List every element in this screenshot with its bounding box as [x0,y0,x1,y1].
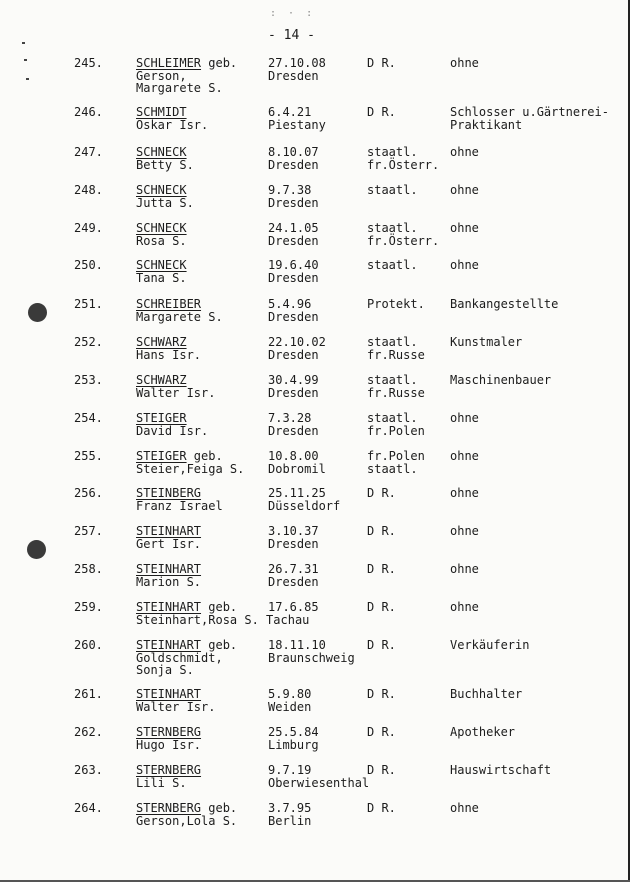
entry-given-name: Lili S. [136,775,187,790]
entry-occupation: Bankangestellte [450,297,559,311]
entry-name-line [136,525,201,537]
entry-birth-date: 9.7.38 [268,183,312,197]
entry-status: fr.Russe [367,347,425,362]
ink-speck [24,59,27,61]
entry-occupation: ohne [450,486,479,500]
entry-number: 253. [74,373,103,387]
entry-birth-date: 27.10.08 [268,56,326,70]
entry-birth-place: Dresden [268,233,319,248]
entry-surname: STERNBERG [136,725,202,739]
entry-status: fr.Polen [367,423,425,438]
entry-birth-place: Piestany [268,117,326,132]
entry-given-name: Tana S. [136,270,187,285]
entry-name-line [136,336,187,348]
entry-occupation: ohne [450,562,479,576]
entry-surname: SCHWARZ [136,335,187,349]
page-number: - 14 - [268,28,315,43]
entry-number: 263. [74,763,103,777]
entry-status: staatl. [367,411,418,425]
entry-birth-date: 8.10.07 [268,145,319,159]
entry-given-name: Goldschmidt, [136,650,223,665]
entry-given-name: Sonja S. [136,663,194,677]
entry-status: fr.Polen [367,449,425,463]
entry-status: staatl. [367,145,418,159]
entry-occupation: Praktikant [450,117,523,132]
entry-given-name: Walter Isr. [136,699,216,714]
entry-status: D R. [367,56,396,70]
entry-birth-place: Weiden [268,699,312,714]
entry-occupation: Schlosser u.Gärtnerei- [450,105,609,119]
entry-name-suffix: geb. [201,638,238,652]
entry-number: 257. [74,524,103,538]
entry-number: 258. [74,562,103,576]
entry-name-line [136,802,237,814]
entry-status: staatl. [367,461,418,476]
entry-given-name: Margarete S. [136,309,223,324]
entry-surname: STEINHART [136,638,202,652]
entry-birth-date: 5.9.80 [268,687,312,701]
entry-birth-place: Dresden [268,309,319,324]
entry-given-name: Hugo Isr. [136,737,202,752]
entry-given-name: Franz Israel [136,498,223,513]
entry-given-name: Gerson,Lola S. [136,813,238,828]
entry-surname: SCHMIDT [136,105,187,119]
entry-status: staatl. [367,335,418,349]
entry-status: D R. [367,801,396,815]
punch-hole [28,303,47,322]
entry-birth-place: Braunschweig [268,650,355,665]
entry-birth-date: 5.4.96 [268,297,312,311]
entry-given-name: Walter Isr. [136,385,216,400]
entry-birth-date: 6.4.21 [268,105,312,119]
entry-birth-place: Düsseldorf [268,498,341,513]
entry-birth-place: Dresden [268,195,319,210]
entry-status: fr.Russe [367,385,425,400]
entry-status: D R. [367,687,396,701]
entry-birth-place: Dresden [268,270,319,285]
entry-name-line [136,222,187,234]
entry-birth-place: Dresden [268,536,319,551]
entry-surname: STEINHART [136,600,202,614]
entry-given-name: Jutta S. [136,195,194,210]
entry-name-line [136,726,201,738]
entry-birth-date: 22.10.02 [268,335,326,349]
entry-name-suffix: geb. [201,801,238,815]
entry-name-line [136,146,187,158]
entry-birth-date: 3.7.95 [268,801,312,815]
entry-occupation: Hauswirtschaft [450,763,552,777]
entry-status: D R. [367,562,396,576]
entry-status: D R. [367,524,396,538]
entry-number: 245. [74,56,103,70]
entry-occupation: Kunstmaler [450,335,523,349]
entry-given-name: Hans Isr. [136,347,202,362]
entry-birth-place: Dresden [268,68,319,83]
entry-number: 259. [74,600,103,614]
entry-birth-place: Dresden [268,347,319,362]
entry-given-name: Margarete S. [136,81,223,95]
entry-given-name: Betty S. [136,157,194,172]
entry-occupation: Buchhalter [450,687,523,701]
entry-number: 261. [74,687,103,701]
entry-occupation: ohne [450,801,479,815]
entry-occupation: Maschinenbauer [450,373,552,387]
entry-birth-place: Limburg [268,737,319,752]
entry-status: D R. [367,725,396,739]
entry-birth-date: 18.11.10 [268,638,326,652]
entry-status: D R. [367,486,396,500]
entry-given-name: Oskar Isr. [136,117,209,132]
entry-occupation: ohne [450,145,479,159]
entry-name-line [136,57,237,69]
entry-occupation: ohne [450,221,479,235]
entry-surname: STEINBERG [136,486,202,500]
entry-number: 247. [74,145,103,159]
entry-given-name: Gerson, [136,68,187,83]
entry-surname: SCHNECK [136,183,187,197]
entry-name-line [136,259,187,271]
entry-given-name: Steinhart,Rosa S. Tachau [136,612,310,627]
entry-number: 248. [74,183,103,197]
entry-status: staatl. [367,183,418,197]
entry-occupation: Apotheker [450,725,516,739]
entry-name-suffix: geb. [186,449,223,463]
punch-hole [27,540,46,559]
entry-surname: STEINHART [136,524,202,538]
ink-speck [22,42,25,44]
entry-occupation: ohne [450,411,479,425]
entry-surname: STERNBERG [136,763,202,777]
entry-number: 252. [74,335,103,349]
entry-name-line [136,639,237,651]
entry-birth-place: Dresden [268,385,319,400]
entry-birth-place: Dobromil [268,461,326,476]
entry-name-line [136,487,201,499]
entry-status: D R. [367,638,396,652]
entry-number: 254. [74,411,103,425]
entry-status: fr.Österr. [367,233,440,248]
entry-status: D R. [367,600,396,614]
entry-surname: SCHREIBER [136,297,202,311]
entry-surname: STEIGER [136,449,187,463]
entry-number: 256. [74,486,103,500]
entry-birth-date: 25.11.25 [268,486,326,500]
entry-surname: SCHLEIMER [136,56,202,70]
entry-occupation: ohne [450,258,479,272]
entry-number: 262. [74,725,103,739]
entry-birth-place: Dresden [268,157,319,172]
entry-number: 246. [74,105,103,119]
entry-given-name: Marion S. [136,574,202,589]
entry-number: 255. [74,449,103,463]
entry-birth-date: 24.1.05 [268,221,319,235]
entry-given-name: Steier,Feiga S. [136,461,245,476]
entry-birth-date: 26.7.31 [268,562,319,576]
entry-birth-place: Dresden [268,574,319,589]
entry-status: D R. [367,105,396,119]
entry-occupation: ohne [450,600,479,614]
entry-surname: STERNBERG [136,801,202,815]
header-marks: : · : [270,8,316,19]
entry-name-line [136,412,187,424]
entry-occupation: ohne [450,449,479,463]
entry-status: Protekt. [367,297,425,311]
entry-surname: STEINHART [136,562,202,576]
entry-status: staatl. [367,373,418,387]
entry-name-suffix: geb. [201,56,238,70]
ink-speck [26,78,29,80]
entry-name-line [136,764,201,776]
entry-name-line [136,184,187,196]
entry-number: 249. [74,221,103,235]
entry-birth-date: 3.10.37 [268,524,319,538]
entry-birth-date: 7.3.28 [268,411,312,425]
entry-given-name: David Isr. [136,423,209,438]
entry-birth-date: 30.4.99 [268,373,319,387]
entry-given-name: Rosa S. [136,233,187,248]
entry-number: 264. [74,801,103,815]
entry-status: fr.Österr. [367,157,440,172]
entry-birth-place: Oberwiesenthal [268,775,370,790]
entry-name-line [136,374,187,386]
entry-occupation: ohne [450,183,479,197]
entry-surname: STEINHART [136,687,202,701]
entry-number: 251. [74,297,103,311]
entry-occupation: ohne [450,524,479,538]
entry-name-line [136,601,237,613]
entry-name-line [136,688,201,700]
entry-birth-date: 25.5.84 [268,725,319,739]
entry-number: 260. [74,638,103,652]
entry-given-name: Gert Isr. [136,536,202,551]
entry-status: staatl. [367,221,418,235]
entry-surname: SCHNECK [136,145,187,159]
entry-birth-place: Dresden [268,423,319,438]
entry-surname: STEIGER [136,411,187,425]
entry-surname: SCHWARZ [136,373,187,387]
entry-occupation: Verkäuferin [450,638,530,652]
entry-name-suffix: geb. [201,600,238,614]
entry-name-line [136,450,223,462]
entry-name-line [136,563,201,575]
entry-status: D R. [367,763,396,777]
entry-name-line [136,298,201,310]
entry-number: 250. [74,258,103,272]
entry-surname: SCHNECK [136,258,187,272]
entry-birth-date: 9.7.19 [268,763,312,777]
entry-birth-date: 19.6.40 [268,258,319,272]
entry-name-line [136,106,187,118]
entry-occupation: ohne [450,56,479,70]
entry-status: staatl. [367,258,418,272]
entry-birth-date: 10.8.00 [268,449,319,463]
entry-surname: SCHNECK [136,221,187,235]
entry-birth-place: Berlin [268,813,312,828]
entry-birth-date: 17.6.85 [268,600,319,614]
